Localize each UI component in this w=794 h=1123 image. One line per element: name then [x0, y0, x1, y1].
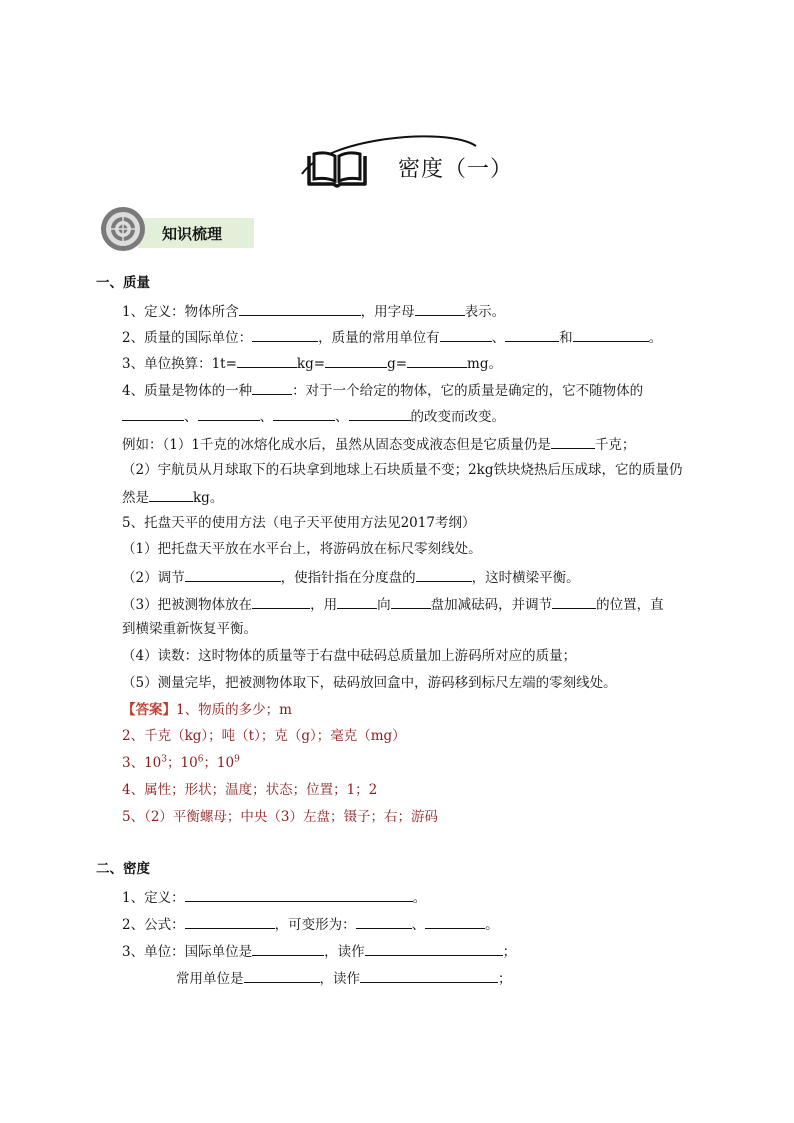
blank-field[interactable]	[149, 487, 193, 502]
answer-line-4: 4、属性；形状；温度；状态；位置；1；2	[122, 782, 378, 798]
answer-line-1: 【答案】1、物质的多少；m	[122, 702, 292, 718]
badge-label: 知识梳理	[162, 225, 223, 243]
answer-line-3: 3、$10^3$；$10^6$；$10^9$	[122, 754, 240, 771]
balance-step-2: （2）调节 ，使指针指在分度盘的 ，这时横梁平衡。	[122, 567, 580, 587]
balance-method-title: 5、托盘天平的使用方法（电子天平使用方法见2017考纲）	[122, 515, 476, 531]
answer-tag: 【答案】	[122, 702, 176, 718]
mass-definition-line: 1、定义：物体所含 ，用字母 表示。	[122, 301, 505, 321]
blank-field[interactable]	[552, 594, 596, 609]
example-2-line-2: 然是 kg。	[122, 487, 223, 507]
target-icon	[100, 206, 146, 252]
balance-step-3: （3）把被测物体放在 ，用 向 盘加减砝码，并调节 的位置，直	[122, 594, 664, 614]
blank-field[interactable]	[252, 380, 292, 395]
example-2-line: （2）宇航员从月球取下的石块拿到地球上石块质量不变；2kg铁块烧热后压成球，它的质量仍	[122, 462, 683, 478]
blank-field[interactable]	[349, 406, 411, 421]
blank-field[interactable]	[505, 327, 559, 342]
balance-step-5: （5）测量完毕，把被测物体取下，砝码放回盒中，游码移到标尺左端的零刻线处。	[122, 675, 617, 691]
title-banner	[296, 128, 516, 198]
blank-field[interactable]	[198, 406, 260, 421]
blank-field[interactable]	[239, 301, 361, 316]
answer-line-5: 5、（2）平衡螺母；中央（3）左盘；镊子；右；游码	[122, 809, 439, 825]
unit-conversion-line: 3、单位换算：1t= kg= g= mg。	[122, 353, 502, 373]
density-si-unit-line: 3、单位：国际单位是 ，读作 ；	[122, 941, 516, 961]
blank-field[interactable]	[325, 353, 387, 368]
blank-field[interactable]	[415, 301, 465, 316]
blank-field[interactable]	[185, 567, 281, 582]
example-1-line: 例如：（1）1千克的冰熔化成水后，虽然从固态变成液态但是它质量仍是 千克；	[122, 434, 635, 454]
open-book-icon	[306, 150, 368, 190]
blank-field[interactable]	[356, 914, 412, 929]
blank-field[interactable]	[440, 327, 492, 342]
blank-field[interactable]	[122, 406, 184, 421]
blank-field[interactable]	[425, 914, 485, 929]
blank-field[interactable]	[185, 887, 413, 902]
balance-step-1: （1）把托盘天平放在水平台上，将游码放在标尺零刻线处。	[122, 541, 482, 557]
section-heading-density: 二、密度	[96, 861, 150, 877]
blank-field[interactable]	[360, 968, 498, 983]
page-title: 密度（一）	[398, 157, 514, 182]
blank-field[interactable]	[252, 941, 324, 956]
answer-line-2: 2、千克（kg）；吨（t）；克（g）；毫克（mg）	[122, 728, 406, 744]
blank-field[interactable]	[407, 353, 467, 368]
blank-field[interactable]	[551, 434, 595, 449]
mass-attribute-line-2: 、 、 、 的改变而改变。	[122, 406, 505, 426]
blank-field[interactable]	[573, 327, 649, 342]
blank-field[interactable]	[391, 594, 431, 609]
mass-attribute-line: 4、质量是物体的一种 ：对于一个给定的物体，它的质量是确定的，它不随物体的	[122, 380, 643, 400]
blank-field[interactable]	[237, 353, 297, 368]
blank-field[interactable]	[185, 914, 275, 929]
blank-field[interactable]	[337, 594, 377, 609]
balance-step-3-cont: 到横梁重新恢复平衡。	[122, 621, 257, 637]
density-formula-line: 2、公式： ，可变形为： 、 。	[122, 914, 499, 934]
blank-field[interactable]	[273, 406, 335, 421]
density-definition-line: 1、定义： 。	[122, 887, 426, 907]
blank-field[interactable]	[252, 594, 310, 609]
blank-field[interactable]	[244, 968, 320, 983]
blank-field[interactable]	[252, 327, 318, 342]
section-heading-mass: 一、质量	[96, 275, 150, 291]
blank-field[interactable]	[416, 567, 472, 582]
blank-field[interactable]	[365, 941, 503, 956]
balance-step-4: （4）读数：这时物体的质量等于右盘中砝码总质量加上游码所对应的质量；	[122, 648, 577, 664]
density-common-unit-line: 常用单位是 ，读作 ；	[176, 968, 512, 988]
mass-unit-line: 2、质量的国际单位： ，质量的常用单位有 、 和 。	[122, 327, 662, 347]
section-badge	[100, 206, 256, 252]
